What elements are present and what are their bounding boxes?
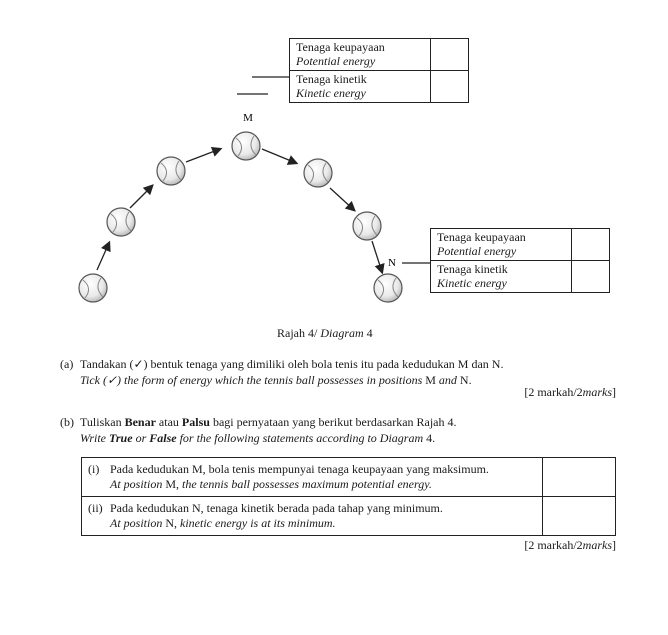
marks-en: marks (582, 538, 612, 552)
energy-label-en: Potential energy (437, 244, 517, 258)
energy-option-potential-m (290, 39, 431, 71)
question-b-palsu: Palsu (181, 415, 210, 429)
question-a-text-en-1: Tick (✓) the form of energy which the tennis ball possesses in positions (80, 373, 423, 387)
statement-ms: Pada kedudukan M, bola tenis mempunyai tenaga keupayaan yang maksimum. (110, 462, 489, 476)
diagram-caption (277, 326, 373, 341)
question-a-label: (a) (60, 357, 74, 371)
statement-en-3: kinetic energy is at its minimum. (180, 516, 336, 530)
question-b-text-en-2: or (135, 431, 147, 445)
question-b-label: (b) (60, 415, 74, 429)
question-a-ms-line (60, 356, 620, 372)
motion-arrow-4 (262, 149, 296, 163)
question-b-text-en-1: Write (80, 431, 106, 445)
statement-row-1 (82, 458, 616, 497)
question-b-text-en-3: for the following statements according to Diagram (179, 431, 424, 445)
tick-box-potential-n[interactable] (571, 229, 609, 261)
statement-number: (i) (88, 462, 100, 476)
statement-text-1 (82, 458, 543, 497)
marks-close: ] (612, 538, 616, 552)
energy-option-potential-n (431, 229, 572, 261)
question-a-text-en-2: M (425, 373, 436, 387)
question-b-text-ms-2: atau (158, 415, 179, 429)
statement-en-1: At position (110, 516, 163, 530)
tick-box-kinetic-m[interactable] (430, 71, 468, 103)
statement-en-3: the tennis ball possesses maximum potential energy. (182, 477, 432, 491)
statement-number: (ii) (88, 501, 103, 515)
motion-arrow-3 (186, 149, 220, 162)
question-b-benar: Benar (124, 415, 156, 429)
motion-arrow-1 (97, 243, 109, 270)
answer-box-1[interactable] (543, 458, 616, 497)
caption-number: 4 (366, 326, 373, 340)
tennis-ball-m (232, 132, 260, 160)
statement-en-2: M, (165, 477, 180, 491)
position-label-m: M (243, 112, 253, 124)
statements-table (81, 457, 616, 536)
question-b-ms-line (60, 414, 620, 430)
position-label-n: N (388, 257, 396, 269)
marks-ms: [2 markah/2 (524, 385, 583, 399)
energy-table-position-m (289, 38, 469, 103)
question-a-marks (524, 385, 616, 400)
marks-en: marks (582, 385, 612, 399)
tennis-ball-5 (304, 159, 332, 187)
question-b (60, 414, 620, 446)
tennis-ball-1 (79, 274, 107, 302)
question-b-marks (524, 538, 616, 553)
answer-box-2[interactable] (543, 497, 616, 536)
statement-en-1: At position (110, 477, 163, 491)
question-a-text-ms: Tandakan (✓) bentuk tenaga yang dimiliki oleh bola tenis itu pada kedudukan M dan N. (80, 357, 504, 371)
energy-label-ms: Tenaga keupayaan (296, 40, 385, 54)
statement-text-2 (82, 497, 543, 536)
energy-option-kinetic-n (431, 261, 572, 293)
energy-label-en: Potential energy (296, 54, 376, 68)
energy-label-ms: Tenaga kinetik (437, 262, 508, 276)
question-b-text-ms-1: Tuliskan (80, 415, 122, 429)
motion-arrow-6 (372, 241, 382, 272)
caption-en: Diagram (320, 326, 364, 340)
energy-label-en: Kinetic energy (437, 276, 507, 290)
motion-arrow-5 (330, 188, 354, 210)
question-b-text-en-4: 4. (426, 431, 436, 445)
question-b-true: True (109, 431, 133, 445)
energy-option-kinetic-m (290, 71, 431, 103)
tick-box-kinetic-n[interactable] (571, 261, 609, 293)
energy-table-position-n (430, 228, 610, 293)
statement-ms: Pada kedudukan N, tenaga kinetik berada pada tahap yang minimum. (110, 501, 443, 515)
question-a (60, 356, 620, 388)
tennis-ball-6 (353, 212, 381, 240)
energy-label-ms: Tenaga kinetik (296, 72, 367, 86)
statement-row-2 (82, 497, 616, 536)
marks-ms: [2 markah/2 (524, 538, 583, 552)
question-a-text-en-3: and (438, 373, 457, 387)
tennis-ball-2 (107, 208, 135, 236)
question-b-en-line (60, 430, 620, 446)
statement-en-2: N, (165, 516, 178, 530)
tick-box-potential-m[interactable] (430, 39, 468, 71)
marks-close: ] (612, 385, 616, 399)
energy-label-ms: Tenaga keupayaan (437, 230, 526, 244)
question-a-text-en-4: N. (459, 373, 472, 387)
question-b-false: False (149, 431, 177, 445)
tennis-ball-n (374, 274, 402, 302)
motion-arrow-2 (130, 186, 152, 208)
caption-ms: Rajah 4/ (277, 326, 318, 340)
tennis-ball-3 (157, 157, 185, 185)
energy-label-en: Kinetic energy (296, 86, 366, 100)
question-b-text-ms-3: bagi pernyataan yang berikut berdasarkan Rajah 4. (212, 415, 457, 429)
